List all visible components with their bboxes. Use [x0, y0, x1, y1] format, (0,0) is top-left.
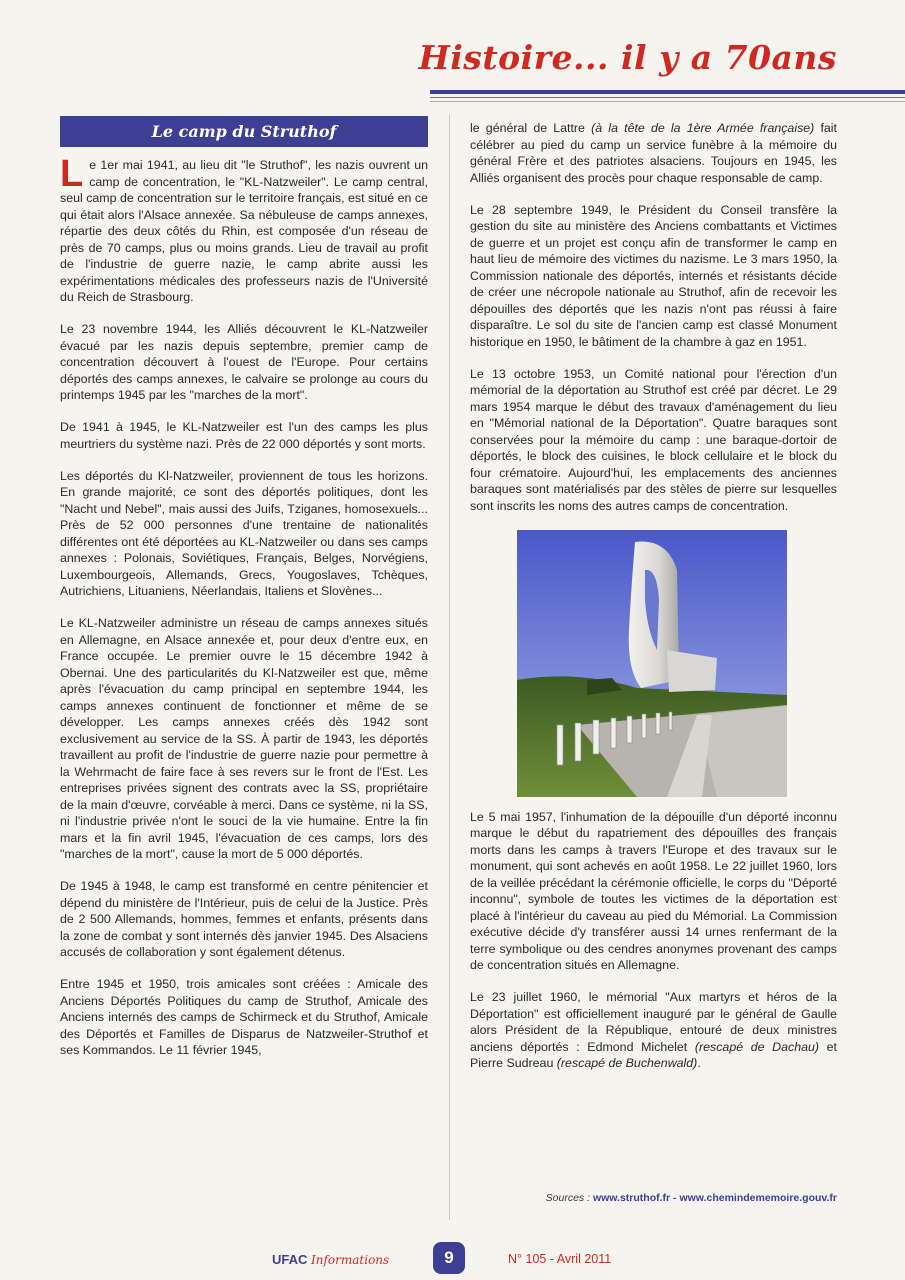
article-title: Le camp du Struthof: [60, 116, 428, 147]
article-paragraph: Les déportés du Kl-Natzweiler, proviennent de tous les horizons. En grande majorité, ce sont des déportés politiques, dont les "Nacht und Nebel", mais aussi des Juifs, Tziganes, homosexuels... Près de 52 000 personnes d'une trentaine de nationalités différentes ont été déportées au KL-Natzweiler ou dans ses camps annexes : Polonais, Soviétiques, Français, Belges, Norvégiens, Luxembourgeois, Allemands, Grecs, Yougoslaves, Tchèques, Autrichiens, Lituaniens, Néerlandais, Italiens et Slovènes...: [60, 468, 428, 598]
paragraph-text: e 1er mai 1941, au lieu dit "le Struthof", les nazis ouvrent un camp de concentration, le "KL-Natzweiler". Le camp central, seul camp de concentration sur le territoire français, est situé en ce qui était alors l'Alsace annexée. Sa nébuleuse de camps annexes, répartie des deux côtés du Rhin, est composée d'un réseau de près de 70 camps, plus ou moins grands. Lieu de travail au profit de l'industrie de guerre nazie, le camp abrite aussi les expérimentations médicales des professeurs nazis de l'Université du Reich de Strasbourg.: [60, 158, 428, 304]
article-paragraph: Le KL-Natzweiler administre un réseau de camps annexes situés en Allemagne, en Alsace annexée et, pour deux d'entre eux, en France occupée. Le premier ouvre le 15 décembre 1942 à Obernai. Une des particularités du Kl-Natzweiler est que, même après l'évacuation du camp principal en septembre 1944, les camps annexes continuent de fonctionner et même de se développer. Les camps annexes créés dès 1942 sont exclusivement au service de la SS. À partir de 1943, les déportés travaillent au profit de l'industrie de guerre nazie pour permettre à la Wehrmacht de faire face à ses revers sur le front de l'Est. Les entreprises privées signent des contrats avec la SS, propriétaire de la main d'œuvre, corvéable à merci. Dans ce système, ni la SS, ni l'industrie privée n'ont le souci de la vie humaine. Entre la fin mars et la fin avril 1945, l'évacuation de ces camps, lors des "marches de la mort", cause la mort de 5 000 déportés.: [60, 616, 428, 861]
header-rule-light: [430, 101, 905, 102]
article-paragraph: [470, 120, 837, 186]
header-rule: [430, 90, 905, 94]
article-paragraph: De 1945 à 1948, le camp est transformé en centre pénitencier et dépend du ministère de l'Intérieur, puis de celui de la Justice. Près de 2 500 Allemands, hommes, femmes et enfants, présents dans la zone de combat y sont internés dès janvier 1945. Des Alsaciens accusés de collaboration y sont également détenus.: [60, 879, 428, 959]
page-header: [0, 0, 905, 110]
article-paragraph: Entre 1945 et 1950, trois amicales sont créées : Amicale des Anciens Déportés Politiques du camp de Struthof, Amicale des Anciens internés des camps de Schirmeck et du Struthof, Amicale des Déportés et Familles de Disparus de Natzweiler-Struthof et ses Kommandos. Le 11 février 1945,: [60, 977, 428, 1057]
brand-name: UFAC: [272, 1252, 308, 1267]
header-rule-thin: [430, 97, 905, 98]
drop-cap: L: [60, 153, 84, 195]
article-paragraph: Le 5 mai 1957, l'inhumation de la dépouille d'un déporté inconnu marque le début du rapatriement des dépouilles des français morts dans les camps à travers l'Europe et des travaux sur le monument, qui sont achevés en août 1958. Le 22 juillet 1960, lors de la veillée précédant la cérémonie officielle, le corps du "Déporté inconnu", symbole de toutes les victimes de la déportation est placé à l'intérieur du caveau au pied du Mémorial. La Commission exécutive décide d'y transférer aussi 14 urnes renfermant de la terre symbolique ou des cendres anonymes provenant des camps de concentration situés en Allemagne.: [470, 809, 837, 972]
left-column: [60, 116, 428, 1074]
sources-line: [470, 1192, 837, 1204]
article-paragraph: Le 28 septembre 1949, le Président du Conseil transfère la gestion du site au ministère des Anciens combattants et Victimes de guerre et un projet est conçu afin de transformer le camp en haut lieu de mémoire des victimes du nazisme. Le 3 mars 1950, la Commission nationale des déportés, internés et résistants décide de créer une nécropole nationale au Struthof, afin de recevoir les dépouilles des déportés que les nazis n'ont pas réussi à faire disparaître. Le sol du site de l'ancien camp est classé Monument historique en 1950, le bâtiment de la chambre à gaz en 1951.: [470, 202, 837, 349]
paragraph-text: et Pierre Sudreau: [470, 1039, 837, 1070]
brand-suffix: Informations: [311, 1253, 390, 1267]
sources-links[interactable]: www.struthof.fr - www.chemindememoire.gouv.fr: [592, 1192, 837, 1204]
page-number: 9: [433, 1242, 465, 1274]
paragraph-italic: (rescapé de Buchenwald): [556, 1056, 698, 1070]
paragraph-text: Le 23 juillet 1960, le mémorial "Aux martyrs et héros de la Déportation" est officiellement inauguré par le général de Gaulle alors Président de la République, entouré de deux ministres anciens déportés : Edmond Michelet: [470, 990, 837, 1054]
paragraph-text: le général de Lattre: [470, 121, 592, 135]
article-paragraph: [60, 153, 428, 306]
column-divider: [449, 114, 450, 1220]
page-footer: [0, 1240, 905, 1280]
paragraph-text: fait célébrer au pied du camp un service funèbre à la mémoire du général Frère et des patriotes alsaciens. Toujours en 1945, les Alliés organisent des procès pour chaque responsable de camp.: [470, 121, 837, 185]
article-paragraph: Le 23 novembre 1944, les Alliés découvrent le KL-Natzweiler évacué par les nazis depuis septembre, premier camp de concentration découvert à l'ouest de l'Europe. Pour certains déportés des camps annexes, le calvaire se prolonge au cours du printemps 1945 par les "marches de la mort".: [60, 322, 428, 402]
article-paragraph: De 1941 à 1945, le KL-Natzweiler est l'un des camps les plus meurtriers du système nazi. Près de 22 000 déportés y sont morts.: [60, 420, 428, 451]
article-paragraph: [470, 989, 837, 1072]
footer-brand: [272, 1252, 389, 1267]
paragraph-italic: (à la tête de la 1ère Armée française): [591, 121, 815, 135]
rubric-title: Histoire... il y a 70ans: [418, 38, 837, 77]
paragraph-text: .: [697, 1056, 701, 1070]
memorial-photo: [517, 530, 787, 797]
right-column: [470, 120, 837, 1087]
sources-label: Sources :: [545, 1192, 591, 1204]
paragraph-italic: (rescapé de Dachau): [694, 1039, 820, 1054]
issue-info: N° 105 - Avril 2011: [508, 1252, 612, 1266]
article-paragraph: Le 13 octobre 1953, un Comité national pour l'érection d'un mémorial de la déportation au Struthof est créé par décret. Le 29 mars 1954 marque le début des travaux d'aménagement du lieu en "Mémorial national de la Déportation". Quatre baraques sont conservées pour la mémoire du camp : une baraque-dortoir de déportés, le block des cuisines, le block cellulaire et le block du four crématoire. Aujourd'hui, les emplacements des anciennes baraques sont matérialisés par des stèles de pierre sur lesquelles sont inscrits les noms des autres camps de concentration.: [470, 366, 837, 513]
